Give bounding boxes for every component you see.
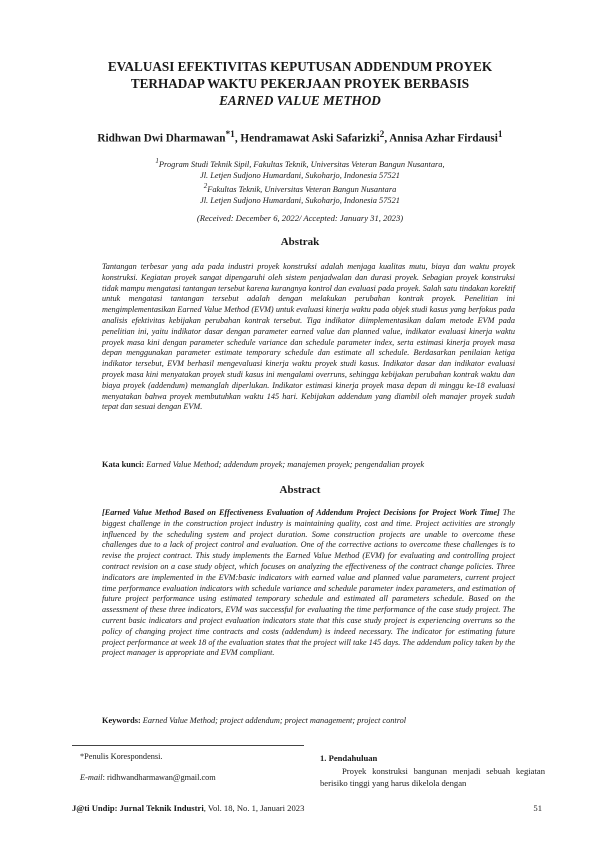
footnote-corresponding: *Penulis Korespondensi.	[80, 752, 163, 761]
abstrak-body: Tantangan terbesar yang ada pada industri proyek konstruksi adalah menjaga kualitas mutu, biaya dan waktu proyek konstruksi. Kegiatan proyek sangat dipengaruhi oleh sistem penjadwalan dan durasi proyek. Sebagian proyek konstruksi tidak mampu mengatasi tantangan tersebut karena kurangnya kontrol dan evaluasi pada proyek. Salah satu tindakan korektif untuk mengatasi tantangan tersebut adalah dengan melakukan perubahan kontrak proyek. Penelitian ini mengimplementasikan Earned Value Method (EVM) untuk evaluasi kinerja waktu pada objek studi kasus yang berfokus pada analisis efektivitas kebijakan perubahan kontrak tersebut. Tiga indikator diimplementasikan dalam metode EVM pada penelitian ini, yaitu indikator dasar dengan parameter earned value dan planned value, indikator evaluasi kinerja waktu proyek masa kini dengan parameter schedule variance dan schedule parameter index, serta estimasi kinerja proyek masa depan menggunakan parameter estimate temporary schedule dan estimate all schedule. Berdasarkan penilaian ketiga indikator tersebut, EVM berhasil mengevaluasi kinerja waktu proyek studi kasus. Indikator dasar dan indikator evaluasi proyek masa kini menyatakan proyek studi kasus ini mengalami overruns, sehingga kebijakan perubahan kontrak waktu dan biaya proyek (addendum) memanglah diperlukan. Indikator estimasi kinerja proyek masa depan di minggu ke-18 evaluasi menyatakan bahwa proyek membutuhkan waktu 145 hari. Kebijakan addendum yang diambil oleh manajer proyek sudah tepat dan sesuai dengan EVM.	[102, 262, 515, 412]
abstract-heading: Abstract	[279, 484, 321, 496]
keywords-label: Keywords:	[102, 716, 141, 725]
pendahuluan-heading: 1. Pendahuluan	[320, 753, 378, 763]
abstract-body	[102, 508, 515, 659]
pendahuluan-text: Proyek konstruksi bangunan menjadi sebuah kegiatan berisiko tinggi yang harus dikelola dengan	[320, 765, 545, 788]
abstrak-heading: Abstrak	[280, 236, 320, 248]
kata-kunci-label: Kata kunci:	[102, 460, 145, 469]
author-sep: ,	[384, 132, 390, 145]
email-value: : ridhwandharmawan@gmail.com	[102, 773, 216, 782]
pendahuluan-section	[320, 752, 545, 790]
affiliation-1	[60, 156, 540, 170]
affiliation-2	[60, 181, 540, 195]
page-number: 51	[533, 803, 542, 813]
paper-title	[60, 58, 540, 109]
keywords	[102, 716, 522, 725]
affiliation-2-sup: 2	[203, 181, 208, 190]
title-line-1: EVALUASI EFEKTIVITAS KEPUTUSAN ADDENDUM PROYEK	[107, 59, 493, 74]
author-3-sup: 1	[497, 130, 503, 140]
author-2-sup: 2	[379, 130, 385, 140]
affiliation-1-sup: 1	[155, 157, 159, 165]
title-line-3: EARNED VALUE METHOD	[219, 93, 381, 108]
author-sep: ,	[234, 132, 241, 145]
affiliation-1-address: Jl. Letjen Sudjono Humardani, Sukoharjo, Indonesia 57521	[200, 170, 400, 180]
author-2: Hendramawat Aski Safarizki	[240, 132, 380, 145]
affiliation-1-text: Program Studi Teknik Sipil, Fakultas Teknik, Universitas Veteran Bangun Nusantara,	[158, 159, 445, 169]
affiliation-2-address: Jl. Letjen Sudjono Humardani, Sukoharjo, Indonesia 57521	[200, 195, 400, 205]
kata-kunci	[102, 460, 522, 469]
footnote-rule	[72, 745, 304, 746]
author-3: Annisa Azhar Firdausi	[389, 132, 498, 145]
kata-kunci-text: Earned Value Method; addendum proyek; manajemen proyek; pengendalian proyek	[144, 460, 425, 469]
email-label: E-mail	[80, 773, 103, 782]
received-dates: (Received: December 6, 2022/ Accepted: January 31, 2023)	[196, 213, 404, 223]
affiliation-2-text: Fakultas Teknik, Universitas Veteran Bangun Nusantara	[207, 184, 397, 194]
author-1: Ridhwan Dwi Dharmawan	[97, 132, 226, 145]
affiliations	[60, 156, 540, 206]
author-list	[40, 130, 560, 145]
journal-footer	[72, 803, 542, 813]
keywords-text: Earned Value Method; project addendum; project management; project control	[140, 716, 407, 725]
author-1-sup: *1	[225, 130, 235, 140]
footnote-email	[80, 773, 216, 782]
abstract-lead: [Earned Value Method Based on Effectiveness Evaluation of Addendum Project Decisions for Project Work Time]	[102, 508, 500, 517]
title-line-2: TERHADAP WAKTU PEKERJAAN PROYEK BERBASIS	[130, 76, 470, 91]
abstract-text: The biggest challenge in the construction project industry is maintaining quality, cost and time. Project activities are strongly influenced by the scheduling system and project duration. Some construction projects are unable to overcome these challenges due to a lack of project control and evaluation. One of the corrective actions to overcome these challenges is to revise the project contract. This study implements the Earned Value Method (EVM) for evaluating and controlling project contract revision on a case study object, which focuses on analyzing the effectiveness of the contract change policies. Three indicators are implemented in the EVM:basic indicators with earned value and planned value parameters, current project time performance evaluation indicators with schedule variance and schedule parameter index parameters, and estimation of future project performance using estimated temporary schedule and estimated all parameters schedule. Based on the assessment of these three indicators, EVM was successful for evaluating the time performance of the case study project. The current basic indicators and project evaluation indicators state that this case study project is experiencing overruns so the policy of changing project time contracts and costs (addendum) is indeed necessary. The indicator for estimating future project performance at week 18 of the evaluation states that the project will take 145 days. The addendum policy taken by the project manager is appropriate and EVM compliant.	[102, 508, 515, 658]
journal-name: J@ti Undip: Jurnal Teknik Industri	[72, 803, 204, 813]
journal-volume: , Vol. 18, No. 1, Januari 2023	[203, 803, 305, 813]
